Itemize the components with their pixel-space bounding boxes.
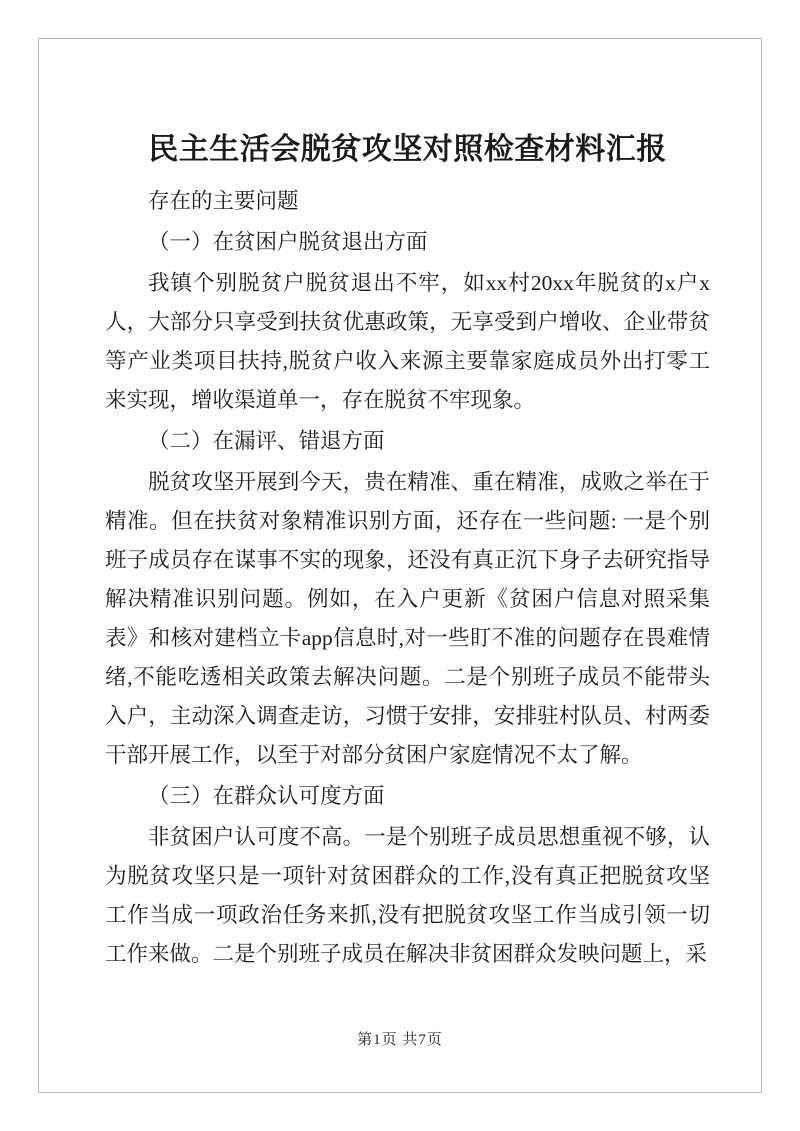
paragraph: 存在的主要问题 — [148, 189, 299, 213]
page-footer: 第1页 共7页 — [357, 1032, 443, 1048]
document-content — [105, 130, 710, 974]
paragraph: 脱贫攻坚开展到今天，贵在精准、重在精准，成败之举在于精准。但在扶贫对象精准识别方面，还存在一些问题: 一是个别班子成员存在谋事不实的现象，还没有真正沉下身子去研究指导解决精准识别问题。例如，在入户更新《贫困户信息对照采集表》和核对建档立卡app信息时,对一些盯不准的问题存在畏难情绪,不能吃透相关政策去解决问题。二是个别班子成员不能带头入户，主动深入调查走访，习惯于安排，安排驻村队员、村两委干部开展工作，以至于对部分贫困户家庭情况不太了解。 — [105, 470, 710, 767]
paragraph: （二）在漏评、错退方面 — [148, 429, 385, 453]
paragraph: 非贫困户认可度不高。一是个别班子成员思想重视不够，认为脱贫攻坚只是一项针对贫困群众的工作,没有真正把脱贫攻坚工作当成一项政治任务来抓,没有把脱贫攻坚工作当成引领一切工作来做。二是个别班子成员在解决非贫困群众发映问题上，采 — [105, 825, 710, 966]
document-body — [105, 182, 710, 974]
paragraph: （三）在群众认可度方面 — [148, 784, 385, 808]
paragraph: 我镇个别脱贫户脱贫退出不牢，如xx村20xx年脱贫的x户x人，大部分只享受到扶贫优惠政策，无享受到户增收、企业带贫等产业类项目扶持,脱贫户收入来源主要靠家庭成员外出打零工来实现，增收渠道单一，存在脱贫不牢现象。 — [105, 271, 710, 412]
paragraph: （一）在贫困户脱贫退出方面 — [148, 230, 428, 254]
document-title: 民主生活会脱贫攻坚对照检查材料汇报 — [148, 133, 667, 166]
